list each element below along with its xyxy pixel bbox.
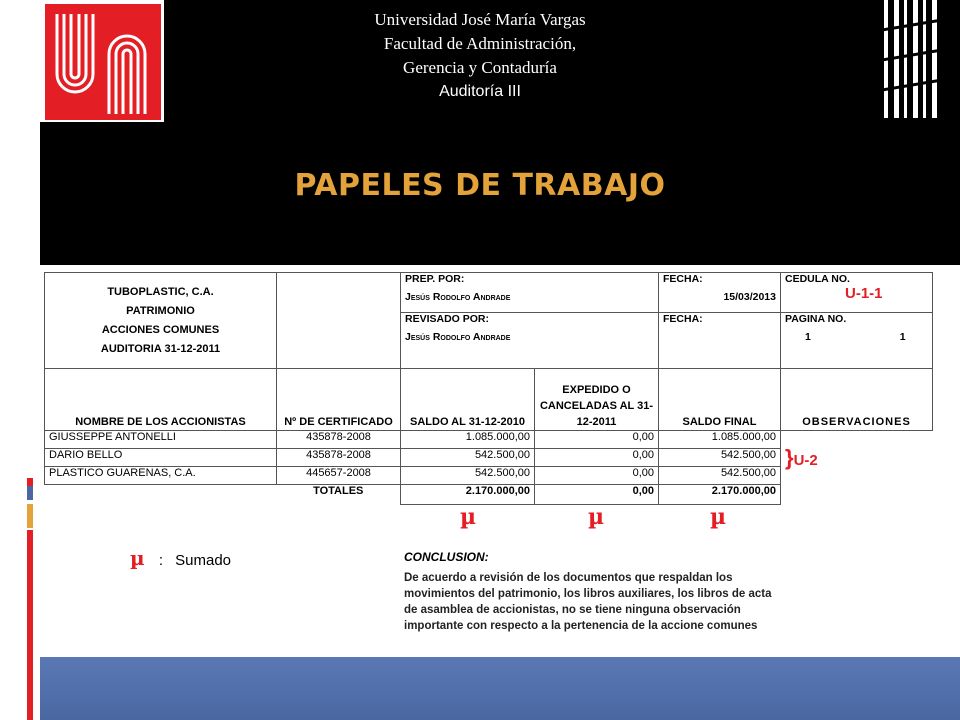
row-cert: 435878-2008 <box>277 449 401 467</box>
sum-tick-mark: µ <box>460 504 477 530</box>
prep-label: PREP. POR: <box>405 273 465 285</box>
legend-text: Sumado <box>175 552 232 569</box>
row-name: GIUSSEPPE ANTONELLI <box>45 431 277 449</box>
accent-stripe-red-long <box>27 530 33 720</box>
revisado-cell <box>401 313 659 369</box>
pagina-value-1: 1 <box>805 331 811 343</box>
row-exp: 0,00 <box>535 449 659 467</box>
col-header-final: SALDO FINAL <box>659 369 781 431</box>
sum-tick-mark: µ <box>588 504 605 530</box>
conclusion-text: De acuerdo a revisión de los documentos que respaldan los movimientos del patrimonio, los libros auxiliares, los libros de acta de asamblea de accionistas, no se tiene ninguna observación importante con respecto a la pertenencia de la accione comunes <box>404 572 772 632</box>
working-paper-table <box>44 272 933 505</box>
fecha-value: 15/03/2013 <box>723 291 776 303</box>
cedula-value: U-1-1 <box>845 285 883 302</box>
accent-stripe-gold <box>27 504 33 528</box>
col-header-saldo: SALDO AL 31-12-2010 <box>401 369 535 431</box>
blank-cell <box>277 273 401 369</box>
blank-cell <box>45 485 277 505</box>
pagina-value-2: 1 <box>899 331 906 343</box>
pagina-label: PAGINA NO. <box>785 313 847 325</box>
company-name: TUBOPLASTIC, C.A. <box>107 285 214 298</box>
row-saldo: 1.085.000,00 <box>401 431 535 449</box>
col-header-name: NOMBRE DE LOS ACCIONISTAS <box>45 369 277 431</box>
ref-cell: }U-2 <box>785 444 818 470</box>
row-name: DARIO BELLO <box>45 449 277 467</box>
slide-title: PAPELES DE TRABAJO <box>294 168 666 203</box>
prep-cell <box>401 273 659 313</box>
logo-arches-icon <box>45 4 161 120</box>
row-final: 542.500,00 <box>659 449 781 467</box>
header-block <box>300 8 660 104</box>
cedula-cell <box>781 273 933 313</box>
totals-final: 2.170.000,00 <box>659 485 781 505</box>
fecha-cell <box>659 273 781 313</box>
row-name: PLASTICO GUARENAS, C.A. <box>45 467 277 485</box>
left-margin-bar <box>0 0 40 720</box>
company-block <box>45 273 277 369</box>
revisado-name: Jesús Rodolfo Andrade <box>405 331 511 343</box>
company-audit-date: AUDITORIA 31-12-2011 <box>100 342 221 355</box>
cedula-label: CEDULA NO. <box>785 273 850 285</box>
company-subsection: ACCIONES COMUNES <box>101 323 220 336</box>
row-final: 542.500,00 <box>659 467 781 485</box>
row-exp: 0,00 <box>535 467 659 485</box>
legend-separator: : <box>158 552 163 569</box>
pagina-cell <box>781 313 933 369</box>
row-saldo: 542.500,00 <box>401 449 535 467</box>
row-exp: 0,00 <box>535 431 659 449</box>
col-header-expedido: EXPEDIDO O CANCELADAS AL 31-12-2011 <box>535 369 659 431</box>
fecha-label: FECHA: <box>663 273 703 285</box>
fecha2-label: FECHA: <box>663 313 703 325</box>
prep-name: Jesús Rodolfo Andrade <box>405 291 511 303</box>
conclusion-title: CONCLUSION: <box>404 550 489 564</box>
company-section: PATRIMONIO <box>126 304 195 317</box>
row-cert: 445657-2008 <box>277 467 401 485</box>
col-header-cert: Nº DE CERTIFICADO <box>277 369 401 431</box>
footer-band <box>40 657 960 720</box>
fecha2-cell <box>659 313 781 369</box>
sum-tick-mark: µ <box>710 504 727 530</box>
university-name: Universidad José María Vargas <box>374 10 586 29</box>
university-logo <box>45 4 161 120</box>
totals-saldo: 2.170.000,00 <box>401 485 535 505</box>
course-name: Auditoría III <box>439 83 521 100</box>
revisado-label: REVISADO POR: <box>405 313 490 325</box>
ref-mark: U-2 <box>793 451 818 469</box>
row-saldo: 542.500,00 <box>401 467 535 485</box>
legend <box>130 546 231 570</box>
table-row <box>45 431 933 449</box>
totals-exp: 0,00 <box>535 485 659 505</box>
row-final: 1.085.000,00 <box>659 431 781 449</box>
faculty-line1: Facultad de Administración, <box>383 34 577 53</box>
totals-row <box>45 485 933 505</box>
decorative-lines-icon <box>882 0 942 118</box>
row-cert: 435878-2008 <box>277 431 401 449</box>
totals-label: TOTALES <box>313 485 364 497</box>
accent-stripe-blue <box>27 486 33 500</box>
legend-symbol: µ <box>130 546 145 570</box>
blank-cell <box>781 485 933 505</box>
col-header-observ: OBSERVACIONES <box>781 369 933 431</box>
faculty-line2: Gerencia y Contaduría <box>403 58 557 77</box>
